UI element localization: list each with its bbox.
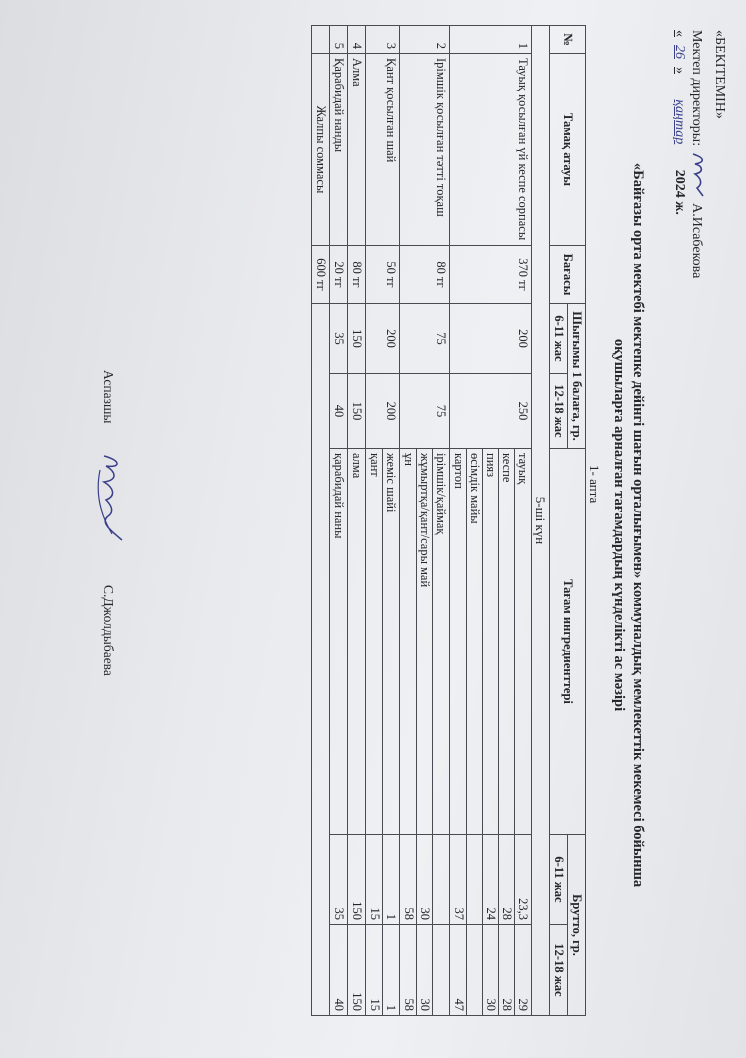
row-name: Ірімшік қосылған тәтті тоқаш <box>400 54 450 246</box>
brutto-value: 58 <box>402 998 416 1012</box>
brutto-value: 28 <box>498 925 514 1015</box>
brutto-value <box>466 925 482 1015</box>
row-brutto-age2 <box>366 925 400 1016</box>
table-row <box>450 26 532 1016</box>
row-brutto-age2 <box>348 925 366 1016</box>
header-ingredients: Тағам ингредиенттері <box>550 449 586 835</box>
approval-date <box>671 30 687 215</box>
table-row <box>348 26 366 1016</box>
cook-label: Аспазшы <box>101 370 116 424</box>
header-price: Бағасы <box>550 246 586 304</box>
brutto-value: 28 <box>498 835 514 924</box>
row-brutto-age2 <box>450 925 532 1016</box>
date-day: 26 <box>672 45 687 59</box>
row-price: 50 тг <box>366 246 400 304</box>
brutto-value: 30 <box>416 925 432 1015</box>
cook-name: С.Джолдыбаева <box>101 585 116 676</box>
row-brutto-age1 <box>450 835 532 925</box>
ingredient: пияз <box>482 449 498 834</box>
brutto-value: 15 <box>368 907 382 920</box>
ingredient: жұмыртқа/қант/сары май <box>416 449 432 834</box>
brutto-value: 150 <box>350 901 364 920</box>
brutto-value: 24 <box>482 835 498 924</box>
day-label: 5-ші күн <box>532 26 550 1016</box>
row-name: Алма <box>348 54 366 246</box>
total-empty <box>312 304 330 1016</box>
header-portion-age1: 6-11 жас <box>550 304 568 374</box>
row-ingredients <box>366 449 400 835</box>
row-portion-age1: 200 <box>366 304 400 374</box>
row-num: 3 <box>366 26 400 54</box>
date-month: қаңтар <box>672 99 687 145</box>
row-brutto-age1 <box>330 835 348 925</box>
row-portion-age2: 40 <box>330 374 348 449</box>
row-portion-age2: 200 <box>366 374 400 449</box>
ingredient: кеспе <box>498 449 514 834</box>
header-num: № <box>550 26 586 54</box>
row-brutto-age1 <box>366 835 400 925</box>
brutto-value <box>466 835 482 924</box>
row-portion-age1: 35 <box>330 304 348 374</box>
row-price: 80 тг <box>348 246 366 304</box>
cook-signature-icon <box>90 450 130 545</box>
ingredient: қарабидай наны <box>332 453 346 539</box>
date-quote-close: » <box>672 67 687 74</box>
rotated-page <box>30 25 730 1025</box>
date-quote-open: « <box>672 30 687 37</box>
row-num: 4 <box>348 26 366 54</box>
menu-title-line2: оқушыларға арналған тағамдардың күнделікті ас мәзірі <box>611 338 627 712</box>
row-portion-age1: 150 <box>348 304 366 374</box>
date-year: 2024 ж. <box>672 169 687 215</box>
table-row <box>366 26 400 1016</box>
director-name: А.Исабекова <box>689 203 704 279</box>
row-ingredients <box>450 449 532 835</box>
director-label: Мектеп директоры: <box>689 30 704 147</box>
ingredient: алма <box>350 453 364 479</box>
header-brutto: Брутто, гр. <box>568 835 586 1016</box>
brutto-value <box>432 835 448 924</box>
row-num: 1 <box>450 26 532 54</box>
ingredient: ұн <box>402 453 416 466</box>
brutto-value: 47 <box>452 998 466 1012</box>
header-brutto-age1: 6-11 жас <box>550 835 568 925</box>
row-portion-age2: 75 <box>400 374 450 449</box>
brutto-value: 1 <box>382 925 398 1015</box>
row-portion-age2: 150 <box>348 374 366 449</box>
approval-org: «БЕКІТЕМІН» <box>712 30 727 119</box>
brutto-value <box>432 925 448 1015</box>
row-ingredients <box>348 449 366 835</box>
director-signature-icon <box>689 150 707 200</box>
header-name: Тамақ атауы <box>550 54 586 246</box>
table-row <box>330 26 348 1016</box>
brutto-value: 1 <box>382 835 398 924</box>
row-brutto-age1 <box>400 835 450 925</box>
row-brutto-age2 <box>400 925 450 1016</box>
brutto-value: 29 <box>514 925 530 1015</box>
brutto-value: 23,3 <box>514 835 530 924</box>
row-portion-age1: 200 <box>450 304 532 374</box>
brutto-value: 35 <box>332 907 346 920</box>
brutto-value: 30 <box>416 835 432 924</box>
row-name: Қарабидай нанды <box>330 54 348 246</box>
total-row <box>312 26 330 1016</box>
approval-director <box>688 30 707 278</box>
header-brutto-age2: 12-18 жас <box>550 925 568 1016</box>
ingredient: картоп <box>452 453 466 489</box>
brutto-value: 15 <box>368 998 382 1012</box>
row-brutto-age2 <box>330 925 348 1016</box>
row-price: 370 тг <box>450 246 532 304</box>
header-portion: Шығымы 1 балаға, гр. <box>568 304 586 449</box>
brutto-value: 40 <box>332 998 346 1012</box>
row-num: 5 <box>330 26 348 54</box>
ingredient: қант <box>368 453 382 477</box>
brutto-value: 30 <box>482 925 498 1015</box>
table-row <box>400 26 450 1016</box>
row-price: 20 тг <box>330 246 348 304</box>
total-label: Жалпы соммасы <box>312 54 330 246</box>
menu-table <box>311 25 586 1016</box>
week-label: 1- апта <box>587 465 602 504</box>
ingredient: жеміс шайі <box>382 449 398 834</box>
ingredient: өсімдік майы <box>466 449 482 834</box>
total-value: 600 тг <box>312 246 330 304</box>
row-ingredients <box>330 449 348 835</box>
brutto-value: 37 <box>452 907 466 920</box>
row-portion-age1: 75 <box>400 304 450 374</box>
brutto-value: 58 <box>402 907 416 920</box>
row-ingredients <box>400 449 450 835</box>
row-name: Қант қосылған шай <box>366 54 400 246</box>
row-brutto-age1 <box>348 835 366 925</box>
menu-title-line1: «Байғазы орта мектебі мектепке дейінгі шағын орталығымен» коммуналдық мемлекеттік мекемесі бойынша <box>630 162 646 888</box>
row-name: Тауық қосылған үй кеспе сорпасы <box>450 54 532 246</box>
row-price: 80 тг <box>400 246 450 304</box>
row-num: 2 <box>400 26 450 54</box>
ingredient: тауық <box>514 449 530 834</box>
row-portion-age2: 250 <box>450 374 532 449</box>
total-spacer <box>312 26 330 54</box>
ingredient: ірімшік/қаймақ <box>432 449 448 834</box>
brutto-value: 150 <box>350 992 364 1012</box>
header-portion-age2: 12-18 жас <box>550 374 568 449</box>
